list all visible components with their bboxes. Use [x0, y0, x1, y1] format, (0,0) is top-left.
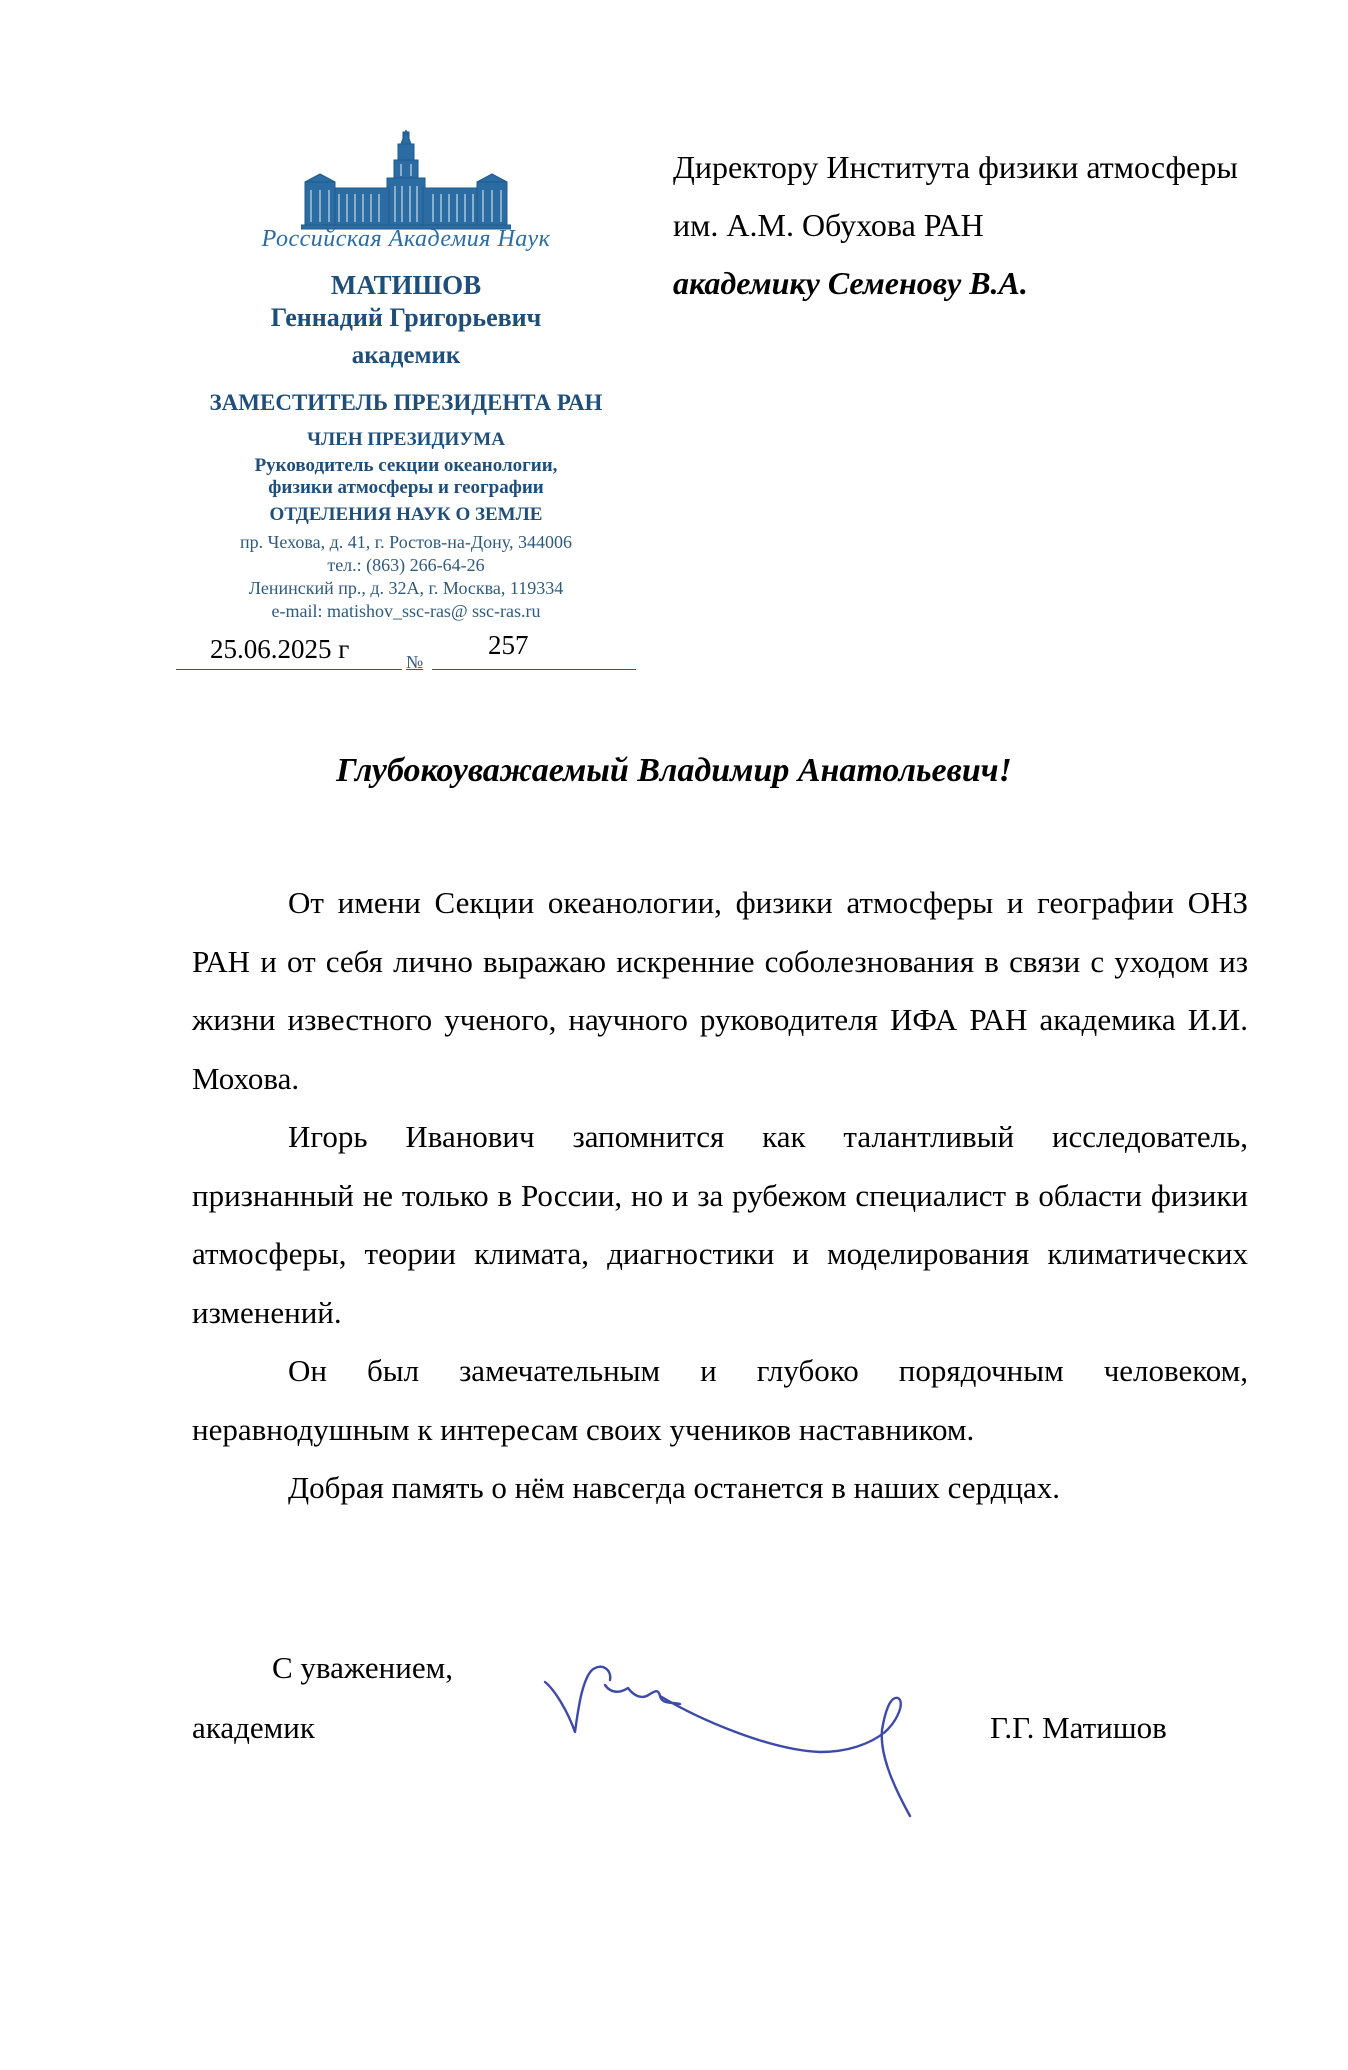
letter-number: 257	[488, 630, 529, 660]
registration-line	[176, 630, 636, 674]
sender-department: ОТДЕЛЕНИЯ НАУК О ЗЕМЛЕ	[269, 504, 543, 525]
handwritten-signature-icon	[530, 1640, 990, 1820]
contact-email: e-mail: matishov_ssc-ras@ ssc-ras.ru	[271, 601, 541, 621]
body-paragraph: Он был замечательным и глубоко порядочным человеком, неравнодушным к интересам своих учеников наставником.	[192, 1353, 1248, 1447]
letter-date: 25.06.2025 г	[210, 634, 350, 664]
sender-section-line-2: физики атмосферы и географии	[268, 477, 544, 498]
letter-body	[192, 874, 1248, 1518]
sender-membership: ЧЛЕН ПРЕЗИДИУМА	[307, 429, 505, 450]
salutation: Глубокоуважаемый Владимир Анатольевич!	[336, 752, 1012, 789]
sender-position: ЗАМЕСТИТЕЛЬ ПРЕЗИДЕНТА РАН	[209, 390, 603, 415]
addressee-line-1: Директору Института физики атмосферы	[673, 149, 1238, 185]
body-paragraph: Игорь Иванович запомнится как талантливый исследователь, признанный не только в России, но и за рубежом специалист в области физики атмосферы, теории климата, диагностики и моделирования климатических изменений.	[192, 1119, 1248, 1330]
sender-name: Геннадий Григорьевич	[270, 303, 542, 332]
body-paragraph: Добрая память о нём навсегда останется в наших сердцах.	[288, 1470, 1061, 1505]
academy-building-icon	[301, 130, 511, 230]
contact-address-moscow: Ленинский пр., д. 32А, г. Москва, 119334	[248, 578, 564, 598]
number-label: №	[406, 652, 424, 672]
academy-logo-text: Российская Академия Наук	[261, 226, 551, 252]
addressee-name: академику Семенову В.А.	[673, 265, 1028, 301]
closing-title: академик	[192, 1710, 315, 1745]
contact-phone: тел.: (863) 266-64-26	[327, 555, 485, 575]
sender-title: академик	[351, 342, 461, 369]
date-underline	[176, 669, 402, 670]
addressee-line-2: им. А.М. Обухова РАН	[673, 207, 984, 243]
sender-section-line-1: Руководитель секции океанологии,	[254, 455, 558, 476]
body-paragraph: От имени Секции океанологии, физики атмосферы и географии ОНЗ РАН и от себя лично выражаю искренние соболезнования в связи с уходом из жизни известного ученого, научного руководителя ИФА РАН академика И.И. Мохова.	[192, 885, 1248, 1096]
signer-name: Г.Г. Матишов	[990, 1710, 1167, 1745]
letterhead	[176, 130, 636, 623]
addressee-block	[673, 138, 1238, 312]
closing-regards: С уважением,	[272, 1650, 453, 1685]
sender-surname: МАТИШОВ	[330, 270, 482, 300]
contact-address-rostov: пр. Чехова, д. 41, г. Ростов-на-Дону, 344006	[239, 532, 572, 552]
number-underline	[432, 669, 636, 670]
